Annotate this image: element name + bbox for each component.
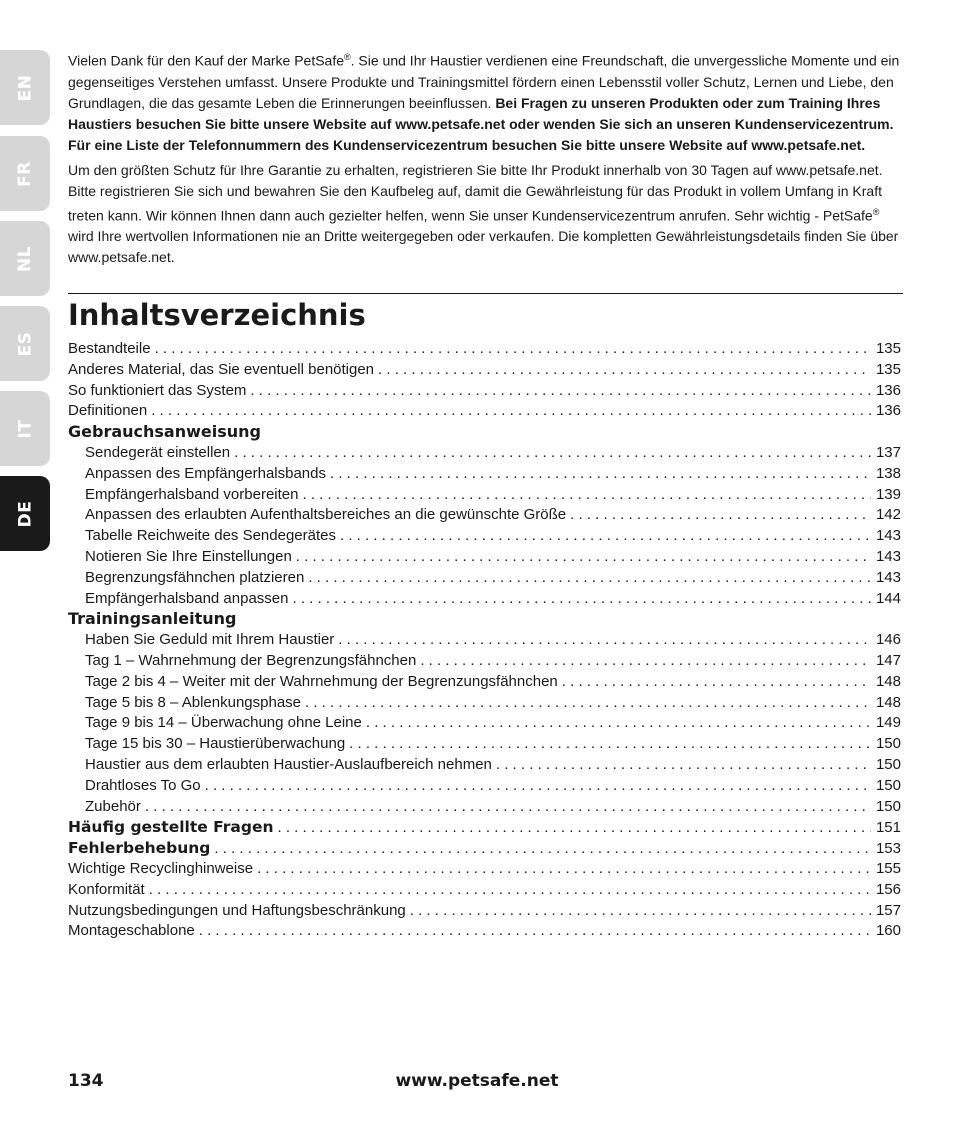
toc-leader-dots bbox=[349, 734, 871, 755]
toc-entry-label: Tabelle Reichweite des Sendegerätes bbox=[85, 527, 336, 545]
intro-text: . Sie und Ihr Haustier verdienen eine Freundschaft, die unvergessliche Momente und ein gegenseitiges Verstehen umfasst. Unsere Produkte und Trainingsmittel fördern einen Lebensstil voller Schutz, Lernen und Liebe, den Grundlagen, die das gesamte Leben die Erinnerungen beeinflussen. bbox=[68, 52, 900, 111]
toc-leader-dots bbox=[155, 339, 871, 360]
toc-leader-dots bbox=[338, 630, 871, 651]
toc-entry-label: Tage 2 bis 4 – Weiter mit der Wahrnehmung der Begrenzungsfähnchen bbox=[85, 672, 558, 690]
toc-entry-page: 150 bbox=[875, 797, 901, 815]
toc-entry-label: Definitionen bbox=[68, 402, 148, 420]
language-tab-label: NL bbox=[15, 245, 35, 272]
toc-leader-dots bbox=[145, 797, 871, 818]
toc-leader-dots bbox=[205, 776, 871, 797]
toc-entry-page: 148 bbox=[875, 672, 901, 690]
toc-entry-page: 142 bbox=[875, 506, 901, 524]
toc-entry[interactable] bbox=[68, 360, 901, 381]
toc-entry[interactable] bbox=[68, 651, 901, 672]
language-tab-label: DE bbox=[14, 500, 35, 527]
registered-mark: ® bbox=[344, 52, 351, 62]
language-tab-label: FR bbox=[14, 160, 35, 187]
toc-entry-page: 150 bbox=[875, 735, 901, 753]
toc-entry-label: Notieren Sie Ihre Einstellungen bbox=[85, 547, 292, 565]
toc-entry-label: Fehlerbehebung bbox=[68, 839, 211, 858]
toc-leader-dots bbox=[250, 381, 871, 402]
toc-entry-label: Anpassen des Empfängerhalsbands bbox=[85, 464, 326, 482]
toc-section-heading: Trainingsanleitung bbox=[68, 609, 237, 629]
intro-section bbox=[68, 47, 903, 272]
intro-paragraph-2 bbox=[68, 160, 903, 269]
toc-entry[interactable] bbox=[68, 381, 901, 402]
intro-text: Um den größten Schutz für Ihre Garantie zu erhalten, registrieren Sie bitte Ihr Produkt innerhalb von 30 Tagen auf www.petsafe.net. Bitte registrieren Sie sich und bewahren Sie den Kaufbeleg auf, damit die Gewährleistung für das Produkt in vollem Umfang in Kraft treten kann. Wir können Ihnen dann auch gezielter helfen, wenn Sie unser Kundenservicezentrum anrufen. Sehr wichtig - PetSafe bbox=[68, 161, 883, 224]
toc-leader-dots bbox=[292, 589, 871, 610]
language-tab-es[interactable] bbox=[0, 306, 50, 381]
toc-entry-label: Konformität bbox=[68, 880, 145, 898]
language-tab-fr[interactable] bbox=[0, 136, 50, 211]
intro-text: Vielen Dank für den Kauf der Marke PetSafe bbox=[68, 52, 345, 69]
toc-leader-dots bbox=[496, 755, 871, 776]
toc-entry-label: Anderes Material, das Sie eventuell benötigen bbox=[68, 360, 375, 378]
toc-entry[interactable] bbox=[68, 776, 901, 797]
toc-entry[interactable] bbox=[68, 568, 901, 589]
toc-entry[interactable] bbox=[68, 838, 901, 859]
toc-entry[interactable] bbox=[68, 443, 901, 464]
toc-entry[interactable] bbox=[68, 693, 901, 714]
toc-entry-label: Haben Sie Geduld mit Ihrem Haustier bbox=[85, 631, 335, 649]
toc-entry[interactable] bbox=[68, 817, 901, 838]
toc-entry-page: 136 bbox=[875, 381, 901, 399]
toc-entry-label: Tage 9 bis 14 – Überwachung ohne Leine bbox=[85, 714, 362, 732]
toc-entry-label: Zubehör bbox=[85, 797, 141, 815]
language-tab-label: IT bbox=[14, 419, 35, 438]
toc-leader-dots bbox=[366, 713, 871, 734]
intro-paragraph-1 bbox=[68, 47, 903, 156]
toc-entry-page: 139 bbox=[875, 485, 901, 503]
toc-entry[interactable] bbox=[68, 880, 901, 901]
toc-entry-label: Empfängerhalsband anpassen bbox=[85, 589, 289, 607]
toc-leader-dots bbox=[340, 526, 871, 547]
toc-entry-page: 146 bbox=[875, 631, 901, 649]
toc-entry-label: Sendegerät einstellen bbox=[85, 443, 231, 461]
language-tab-it[interactable] bbox=[0, 391, 50, 466]
toc-entry[interactable] bbox=[68, 630, 901, 651]
intro-text: wird Ihre wertvollen Informationen nie an Dritte weitergegeben oder verkaufen. Die kompletten Gewährleistungsdetails finden Sie über www.petsafe.net. bbox=[68, 228, 899, 266]
toc-entry-label: Anpassen des erlaubten Aufenthaltsbereiches an die gewünschte Größe bbox=[85, 506, 567, 524]
language-tab-label: ES bbox=[14, 331, 35, 356]
toc-leader-dots bbox=[234, 443, 871, 464]
toc-entry[interactable] bbox=[68, 485, 901, 506]
toc-entry[interactable] bbox=[68, 672, 901, 693]
toc-entry-label: Drahtloses To Go bbox=[85, 776, 201, 794]
toc-entry-page: 157 bbox=[875, 901, 901, 919]
toc-leader-dots bbox=[199, 921, 871, 942]
toc-section-heading: Gebrauchsanweisung bbox=[68, 422, 261, 442]
toc-entry-label: Tag 1 – Wahrnehmung der Begrenzungsfähnchen bbox=[85, 651, 417, 669]
toc-entry-page: 138 bbox=[875, 464, 901, 482]
toc-entry[interactable] bbox=[68, 339, 901, 360]
toc-entry-label: Nutzungsbedingungen und Haftungsbeschränkung bbox=[68, 901, 406, 919]
table-of-contents bbox=[68, 339, 901, 942]
toc-leader-dots bbox=[378, 360, 871, 381]
toc-entry-label: Montageschablone bbox=[68, 922, 195, 940]
registered-mark: ® bbox=[872, 206, 880, 217]
toc-leader-dots bbox=[302, 485, 871, 506]
toc-entry[interactable] bbox=[68, 401, 901, 422]
toc-entry-label: Empfängerhalsband vorbereiten bbox=[85, 485, 299, 503]
toc-entry-label: Tage 15 bis 30 – Haustierüberwachung bbox=[85, 735, 346, 753]
toc-entry-page: 137 bbox=[875, 443, 901, 461]
toc-entry-page: 144 bbox=[875, 589, 901, 607]
toc-entry[interactable] bbox=[68, 755, 901, 776]
toc-entry[interactable] bbox=[68, 713, 901, 734]
toc-entry[interactable] bbox=[68, 859, 901, 880]
toc-leader-dots bbox=[149, 880, 871, 901]
toc-entry[interactable] bbox=[68, 797, 901, 818]
toc-entry[interactable] bbox=[68, 526, 901, 547]
toc-entry-label: Wichtige Recyclinghinweise bbox=[68, 859, 254, 877]
page-number: 134 bbox=[68, 1071, 104, 1091]
toc-entry-label: Häufig gestellte Fragen bbox=[68, 818, 274, 837]
toc-entry-page: 147 bbox=[875, 651, 901, 669]
toc-entry-label: So funktioniert das System bbox=[68, 381, 247, 399]
section-divider bbox=[68, 293, 903, 294]
toc-entry[interactable] bbox=[68, 505, 901, 526]
toc-entry-page: 156 bbox=[875, 880, 901, 898]
toc-entry-label: Begrenzungsfähnchen platzieren bbox=[85, 568, 305, 586]
toc-entry-page: 135 bbox=[875, 340, 901, 357]
footer-url[interactable]: www.petsafe.net bbox=[395, 1071, 559, 1091]
toc-entry-page: 155 bbox=[875, 859, 901, 877]
toc-entry[interactable] bbox=[68, 921, 901, 942]
intro-bold-text: Bei Fragen zu unseren Produkten oder zum Training Ihres Haustiers besuchen Sie bitte unsere Website auf www.petsafe.net oder wenden Sie sich an unseren Kundenservicezentrum. Für eine Liste der Telefonnummern des Kundenservicezentrum besuchen Sie bitte unsere Website auf www.petsafe.net. bbox=[68, 94, 894, 153]
toc-leader-dots bbox=[257, 859, 871, 880]
toc-entry-page: 150 bbox=[875, 776, 901, 794]
language-tab-en[interactable] bbox=[0, 50, 50, 125]
toc-entry-page: 149 bbox=[875, 714, 901, 732]
toc-entry[interactable] bbox=[68, 464, 901, 485]
toc-entry[interactable] bbox=[68, 901, 901, 922]
language-tab-de[interactable] bbox=[0, 476, 50, 551]
toc-leader-dots bbox=[308, 568, 871, 589]
toc-leader-dots bbox=[278, 818, 872, 838]
toc-entry[interactable] bbox=[68, 734, 901, 755]
toc-entry-page: 151 bbox=[875, 819, 901, 837]
toc-leader-dots bbox=[296, 547, 871, 568]
toc-title: Inhaltsverzeichnis bbox=[68, 298, 366, 332]
toc-leader-dots bbox=[410, 901, 871, 922]
toc-entry-page: 160 bbox=[875, 922, 901, 940]
toc-leader-dots bbox=[214, 839, 871, 859]
toc-entry-label: Tage 5 bis 8 – Ablenkungsphase bbox=[85, 693, 301, 711]
toc-entry-page: 148 bbox=[875, 693, 901, 711]
language-tab-nl[interactable] bbox=[0, 221, 50, 296]
toc-leader-dots bbox=[330, 464, 871, 485]
toc-leader-dots bbox=[570, 505, 871, 526]
toc-entry-label: Bestandteile bbox=[68, 340, 151, 357]
toc-leader-dots bbox=[562, 672, 871, 693]
toc-entry-page: 135 bbox=[875, 360, 901, 378]
toc-entry[interactable] bbox=[68, 589, 901, 610]
toc-leader-dots bbox=[305, 693, 871, 714]
toc-entry-page: 136 bbox=[875, 402, 901, 420]
toc-leader-dots bbox=[420, 651, 871, 672]
toc-entry-page: 150 bbox=[875, 755, 901, 773]
toc-entry[interactable] bbox=[68, 547, 901, 568]
toc-entry-page: 143 bbox=[875, 547, 901, 565]
language-tab-label: EN bbox=[15, 74, 35, 101]
toc-leader-dots bbox=[151, 401, 871, 422]
toc-entry-label: Haustier aus dem erlaubten Haustier-Auslaufbereich nehmen bbox=[85, 755, 492, 773]
toc-entry-page: 143 bbox=[875, 527, 901, 545]
toc-entry-page: 153 bbox=[875, 840, 901, 858]
toc-entry-page: 143 bbox=[875, 568, 901, 586]
